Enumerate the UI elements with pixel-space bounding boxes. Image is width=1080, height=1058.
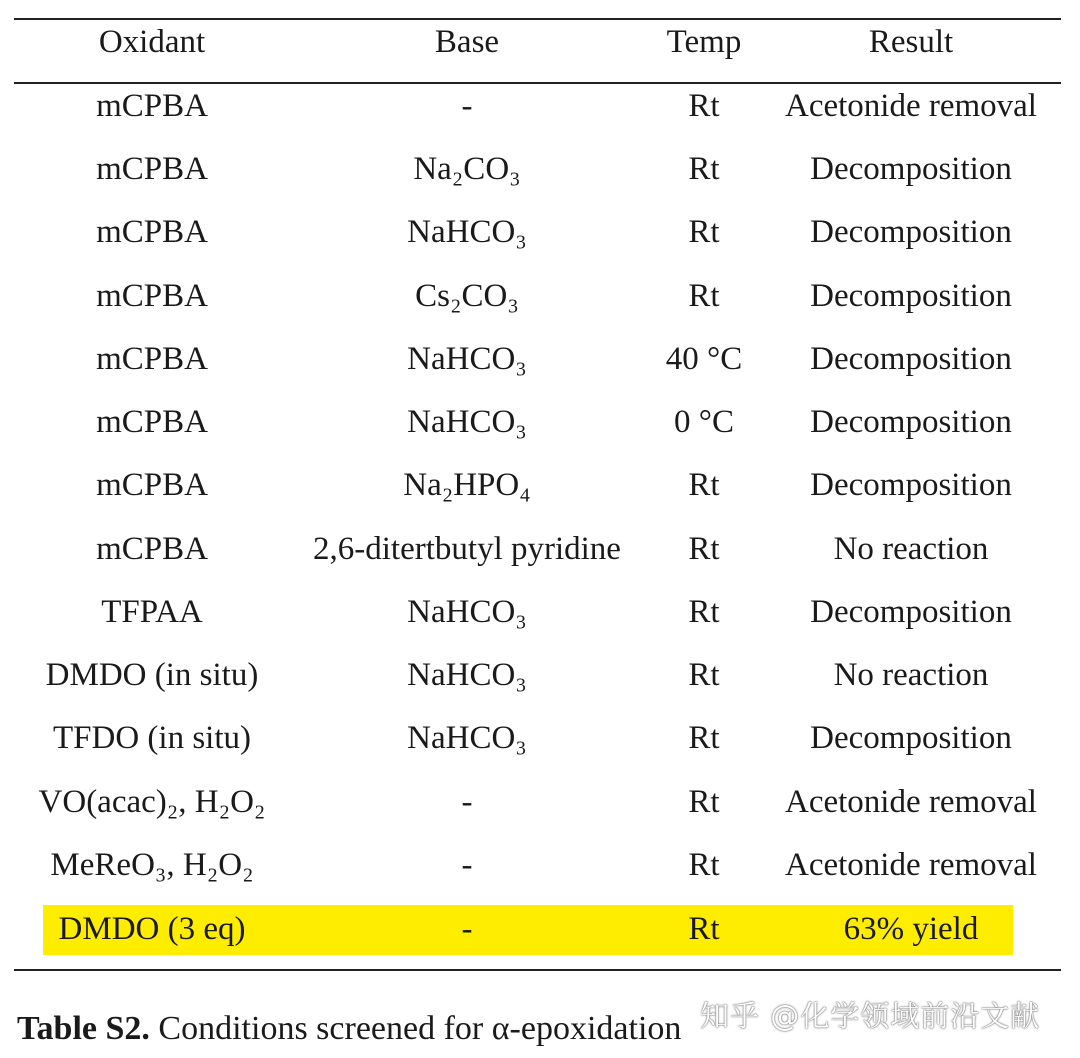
cell-result: Acetonide removal xyxy=(785,88,1037,124)
cell-oxidant: mCPBA xyxy=(96,531,208,567)
caption-label: Table S2. xyxy=(17,1010,150,1047)
cell-oxidant: TFPAA xyxy=(101,594,203,630)
cell-temp: Rt xyxy=(688,531,720,567)
cell-temp: Rt xyxy=(688,911,720,947)
cell-oxidant: MeReO₃, H₂O₂ xyxy=(50,847,254,883)
table-row-highlighted xyxy=(0,899,1080,959)
cell-result: Decomposition xyxy=(810,341,1012,377)
cell-oxidant: mCPBA xyxy=(96,151,208,187)
table-row xyxy=(0,645,1080,705)
watermark: 知乎 @化学领域前沿文献 xyxy=(700,999,1041,1033)
cell-oxidant: mCPBA xyxy=(96,341,208,377)
cell-oxidant: DMDO (3 eq) xyxy=(58,911,246,947)
cell-base: 2,6-ditertbutyl pyridine xyxy=(313,531,621,567)
cell-base: NaHCO₃ xyxy=(407,657,527,693)
cell-oxidant: DMDO (in situ) xyxy=(45,657,259,693)
cell-temp: Rt xyxy=(688,467,720,503)
cell-result: Decomposition xyxy=(810,467,1012,503)
cell-result: Acetonide removal xyxy=(785,784,1037,820)
cell-result: Decomposition xyxy=(810,151,1012,187)
cell-result: Decomposition xyxy=(810,214,1012,250)
cell-base: Na₂CO₃ xyxy=(413,151,521,187)
cell-temp: Rt xyxy=(688,784,720,820)
cell-result: Decomposition xyxy=(810,720,1012,756)
cell-base: - xyxy=(461,88,473,124)
cell-temp: Rt xyxy=(688,214,720,250)
header-oxidant: Oxidant xyxy=(98,24,206,60)
table-row xyxy=(0,139,1080,199)
cell-oxidant: TFDO (in situ) xyxy=(53,720,251,756)
header-result: Result xyxy=(868,24,954,60)
cell-temp: 40 °C xyxy=(665,341,743,377)
table-row xyxy=(0,772,1080,832)
table-row xyxy=(0,266,1080,326)
header-base: Base xyxy=(434,24,500,60)
table-row xyxy=(0,202,1080,262)
caption-text: Conditions screened for α-epoxidation xyxy=(149,1010,682,1047)
header-temp: Temp xyxy=(666,24,742,60)
table-row xyxy=(0,519,1080,579)
table-header-row xyxy=(0,12,1080,72)
cell-temp: Rt xyxy=(688,594,720,630)
cell-oxidant: mCPBA xyxy=(96,467,208,503)
cell-temp: Rt xyxy=(688,720,720,756)
cell-result: Acetonide removal xyxy=(785,847,1037,883)
table-row xyxy=(0,392,1080,452)
cell-result: 63% yield xyxy=(843,911,979,947)
cell-result: No reaction xyxy=(833,531,989,567)
cell-base: NaHCO₃ xyxy=(407,341,527,377)
cell-base: - xyxy=(461,911,473,947)
cell-result: No reaction xyxy=(833,657,989,693)
table-row xyxy=(0,708,1080,768)
cell-base: NaHCO₃ xyxy=(407,720,527,756)
cell-result: Decomposition xyxy=(810,594,1012,630)
cell-base: Na₂HPO₄ xyxy=(403,467,531,503)
cell-oxidant: VO(acac)₂, H₂O₂ xyxy=(38,784,266,820)
cell-base: NaHCO₃ xyxy=(407,594,527,630)
cell-oxidant: mCPBA xyxy=(96,88,208,124)
table-bottom-rule xyxy=(14,969,1061,971)
table-caption xyxy=(17,1010,681,1048)
table-row xyxy=(0,835,1080,895)
cell-base: NaHCO₃ xyxy=(407,404,527,440)
cell-base: - xyxy=(461,847,473,883)
cell-temp: Rt xyxy=(688,847,720,883)
cell-base: Cs₂CO₃ xyxy=(415,278,519,314)
cell-result: Decomposition xyxy=(810,404,1012,440)
cell-temp: 0 °C xyxy=(674,404,734,440)
cell-base: - xyxy=(461,784,473,820)
table-row xyxy=(0,329,1080,389)
table-row xyxy=(0,582,1080,642)
cell-temp: Rt xyxy=(688,151,720,187)
cell-result: Decomposition xyxy=(810,278,1012,314)
cell-temp: Rt xyxy=(688,657,720,693)
table-row xyxy=(0,455,1080,515)
cell-oxidant: mCPBA xyxy=(96,214,208,250)
cell-base: NaHCO₃ xyxy=(407,214,527,250)
cell-oxidant: mCPBA xyxy=(96,404,208,440)
cell-temp: Rt xyxy=(688,88,720,124)
table-row xyxy=(0,76,1080,136)
cell-temp: Rt xyxy=(688,278,720,314)
cell-oxidant: mCPBA xyxy=(96,278,208,314)
